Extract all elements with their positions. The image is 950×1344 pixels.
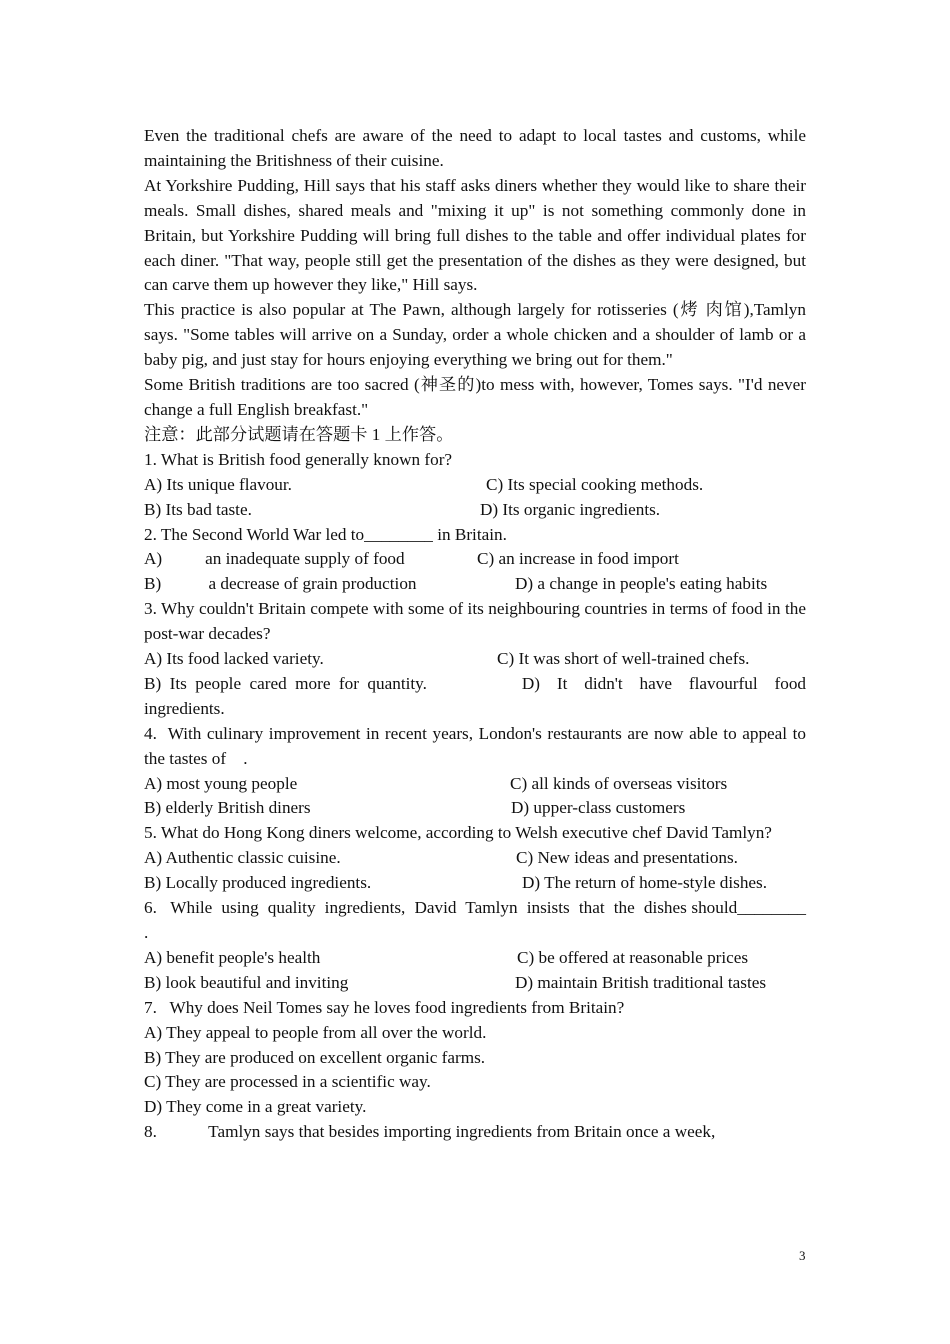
question-8-stem: 8. Tamlyn says that besides importing ingredients from Britain once a week, bbox=[144, 1122, 716, 1142]
passage-paragraph-4: Some British traditions are too sacred (神圣的)to mess with, however, Tomes says. "I'd never change a full English breakfast." bbox=[144, 375, 806, 419]
question-7-option-c: C) They are processed in a scientific way. bbox=[144, 1072, 431, 1092]
question-1-option-c: C) Its special cooking methods. bbox=[486, 474, 704, 494]
question-7-option-b: B) They are produced on excellent organic farms. bbox=[144, 1047, 486, 1067]
question-3-option-c: C) It was short of well-trained chefs. bbox=[497, 649, 750, 669]
question-2-option-b: B) a decrease of grain production bbox=[144, 574, 417, 594]
question-4-stem: 4. With culinary improvement in recent years, London's restaurants are now able to appeal to the tastes of . bbox=[144, 723, 811, 768]
question-6-option-c: C) be offered at reasonable prices bbox=[517, 947, 749, 967]
question-2-row-2 bbox=[144, 572, 806, 597]
question-3-stem: 3. Why couldn't Britain compete with some of its neighbouring countries in terms of food in the post-war decades? bbox=[144, 599, 806, 644]
question-1-option-a: A) Its unique flavour. bbox=[144, 474, 292, 494]
question-6-row-1 bbox=[144, 946, 806, 971]
question-5-option-b: B) Locally produced ingredients. bbox=[144, 873, 372, 893]
question-4-row-1 bbox=[144, 772, 806, 797]
question-7-stem: 7. Why does Neil Tomes say he loves food ingredients from Britain? bbox=[144, 997, 625, 1017]
question-5-row-1 bbox=[144, 846, 806, 871]
question-4-option-a: A) most young people bbox=[144, 773, 298, 793]
question-3-option-b: B) Its people cared more for quantity. bbox=[144, 673, 427, 693]
question-3-row-2 bbox=[144, 672, 811, 722]
question-7-option-d: D) They come in a great variety. bbox=[144, 1097, 367, 1117]
question-2-row-1 bbox=[144, 547, 806, 572]
question-5-row-2 bbox=[144, 871, 806, 896]
passage-paragraph-3: This practice is also popular at The Pawn, although largely for rotisseries (烤 肉馆),Tamlyn says. "Some tables will arrive on a Sunday, order a whole chicken and a shoulder of lamb or a baby pig, and just stay for hours enjoying everything we bring out for them." bbox=[144, 300, 806, 370]
question-5-stem: 5. What do Hong Kong diners welcome, according to Welsh executive chef David Tamlyn? bbox=[144, 823, 772, 843]
question-4-option-c: C) all kinds of overseas visitors bbox=[510, 773, 728, 793]
question-1-option-b: B) Its bad taste. bbox=[144, 499, 252, 519]
question-6-option-a: A) benefit people's health bbox=[144, 947, 321, 967]
question-1-row-2 bbox=[144, 498, 806, 523]
question-2-option-d: D) a change in people's eating habits bbox=[515, 574, 768, 594]
question-1-row-1 bbox=[144, 473, 806, 498]
question-3-option-d: D) It didn't have flavourful food ingredients. bbox=[144, 673, 811, 718]
question-5-option-c: C) New ideas and presentations. bbox=[516, 848, 738, 868]
passage-paragraph-1: Even the traditional chefs are aware of the need to adapt to local tastes and customs, while maintaining the Britishness of their cuisine. bbox=[144, 126, 806, 170]
question-1-option-d: D) Its organic ingredients. bbox=[480, 499, 661, 519]
question-6-option-d: D) maintain British traditional tastes bbox=[515, 972, 767, 992]
passage-paragraph-2: At Yorkshire Pudding, Hill says that his staff asks diners whether they would like to share their meals. Small dishes, shared meals and "mixing it up" is not something commonly done in Britain, but Yorkshire Pudding will bring full dishes to the table and offer individual plates for each diner. "That way, people still get the presentation of the dishes as they were designed, but can carve them up however they like," Hill says. bbox=[144, 175, 806, 295]
question-2-option-c: C) an increase in food import bbox=[477, 549, 679, 569]
question-5-option-a: A) Authentic classic cuisine. bbox=[144, 848, 341, 868]
question-2-option-a: A) an inadequate supply of food bbox=[144, 549, 405, 569]
question-6-row-2 bbox=[144, 971, 806, 996]
question-6-stem: 6. While using quality ingredients, David Tamlyn insists that the dishes should________ . bbox=[144, 898, 811, 942]
question-3-row-1 bbox=[144, 647, 806, 672]
question-4-option-d: D) upper-class customers bbox=[511, 798, 686, 818]
answer-sheet-note: 注意：此部分试题请在答题卡 1 上作答。 bbox=[144, 424, 454, 444]
page-number: 3 bbox=[799, 1248, 806, 1263]
question-4-row-2 bbox=[144, 796, 806, 821]
question-4-option-b: B) elderly British diners bbox=[144, 798, 311, 818]
document-page bbox=[144, 124, 811, 1145]
question-5-option-d: D) The return of home-style dishes. bbox=[522, 873, 768, 893]
question-6-option-b: B) look beautiful and inviting bbox=[144, 972, 349, 992]
question-7-option-a: A) They appeal to people from all over the world. bbox=[144, 1022, 487, 1042]
question-2-stem: 2. The Second World War led to________ in Britain. bbox=[144, 524, 507, 544]
question-1-stem: 1. What is British food generally known for? bbox=[144, 449, 453, 469]
question-3-option-a: A) Its food lacked variety. bbox=[144, 649, 324, 669]
